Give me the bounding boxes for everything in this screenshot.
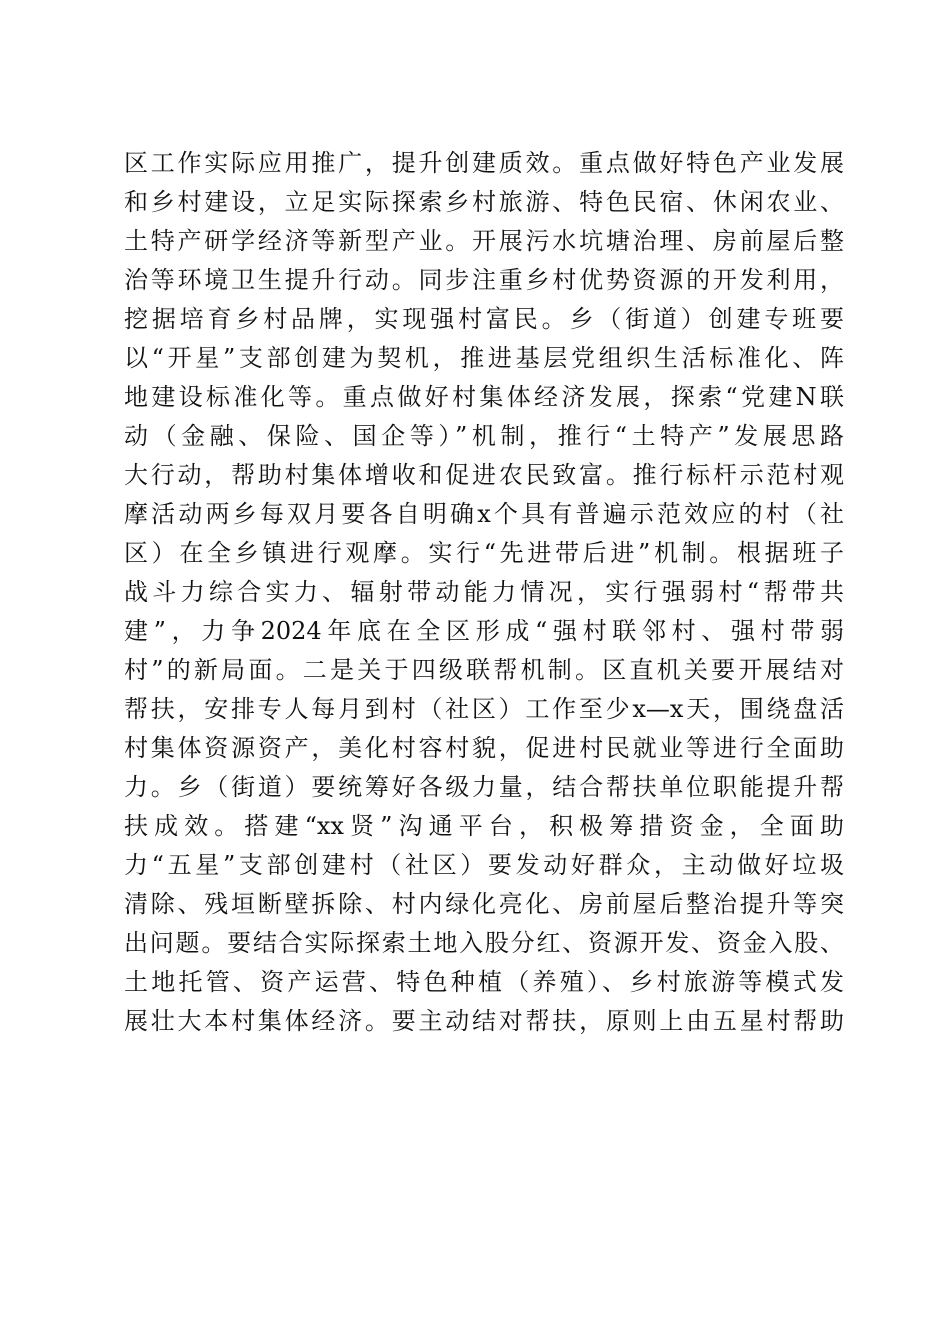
text-line: 土地托管、资产运营、特色种植（养殖）、乡村旅游等模式发	[124, 968, 844, 996]
text-line: 村集体资源资产，美化村容村貌，促进村民就业等进行全面助	[124, 734, 844, 762]
text-line: 区）在全乡镇进行观摩。实行“先进带后进”机制。根据班子	[124, 539, 844, 567]
text-line: 以“开星”支部创建为契机，推进基层党组织生活标准化、阵	[124, 344, 844, 372]
text-line: 摩活动两乡每双月要各自明确x个具有普遍示范效应的村（社	[124, 500, 844, 528]
text-line: 土特产研学经济等新型产业。开展污水坑塘治理、房前屋后整	[124, 227, 844, 255]
text-line: 建”，力争2024年底在全区形成“强村联邻村、强村带弱	[124, 617, 844, 645]
text-line: 动（金融、保险、国企等）”机制，推行“土特产”发展思路	[124, 422, 844, 450]
text-line: 和乡村建设，立足实际探索乡村旅游、特色民宿、休闲农业、	[124, 188, 844, 216]
text-line: 清除、残垣断壁拆除、村内绿化亮化、房前屋后整治提升等突	[124, 890, 844, 918]
text-line: 大行动，帮助村集体增收和促进农民致富。推行标杆示范村观	[124, 461, 844, 489]
text-line: 力。乡（街道）要统筹好各级力量，结合帮扶单位职能提升帮	[124, 773, 844, 801]
text-line: 出问题。要结合实际探索土地入股分红、资源开发、资金入股、	[124, 929, 844, 957]
body-paragraph	[124, 144, 844, 1041]
text-line: 区工作实际应用推广，提升创建质效。重点做好特色产业发展	[124, 149, 844, 177]
text-line: 挖据培育乡村品牌，实现强村富民。乡（街道）创建专班要	[124, 305, 844, 333]
text-line: 展壮大本村集体经济。要主动结对帮扶，原则上由五星村帮助	[124, 1007, 844, 1035]
text-line: 地建设标准化等。重点做好村集体经济发展，探索“党建N联	[124, 383, 844, 411]
text-line: 力“五星”支部创建村（社区）要发动好群众，主动做好垃圾	[124, 851, 844, 879]
text-line: 帮扶，安排专人每月到村（社区）工作至少x—x天，围绕盘活	[124, 695, 844, 723]
text-line: 扶成效。搭建“xx贤”沟通平台，积极筹措资金，全面助	[124, 812, 844, 840]
text-line: 治等环境卫生提升行动。同步注重乡村优势资源的开发利用，	[124, 266, 844, 294]
text-line: 战斗力综合实力、辐射带动能力情况，实行强弱村“帮带共	[124, 578, 844, 606]
text-line: 村”的新局面。二是关于四级联帮机制。区直机关要开展结对	[124, 656, 844, 684]
